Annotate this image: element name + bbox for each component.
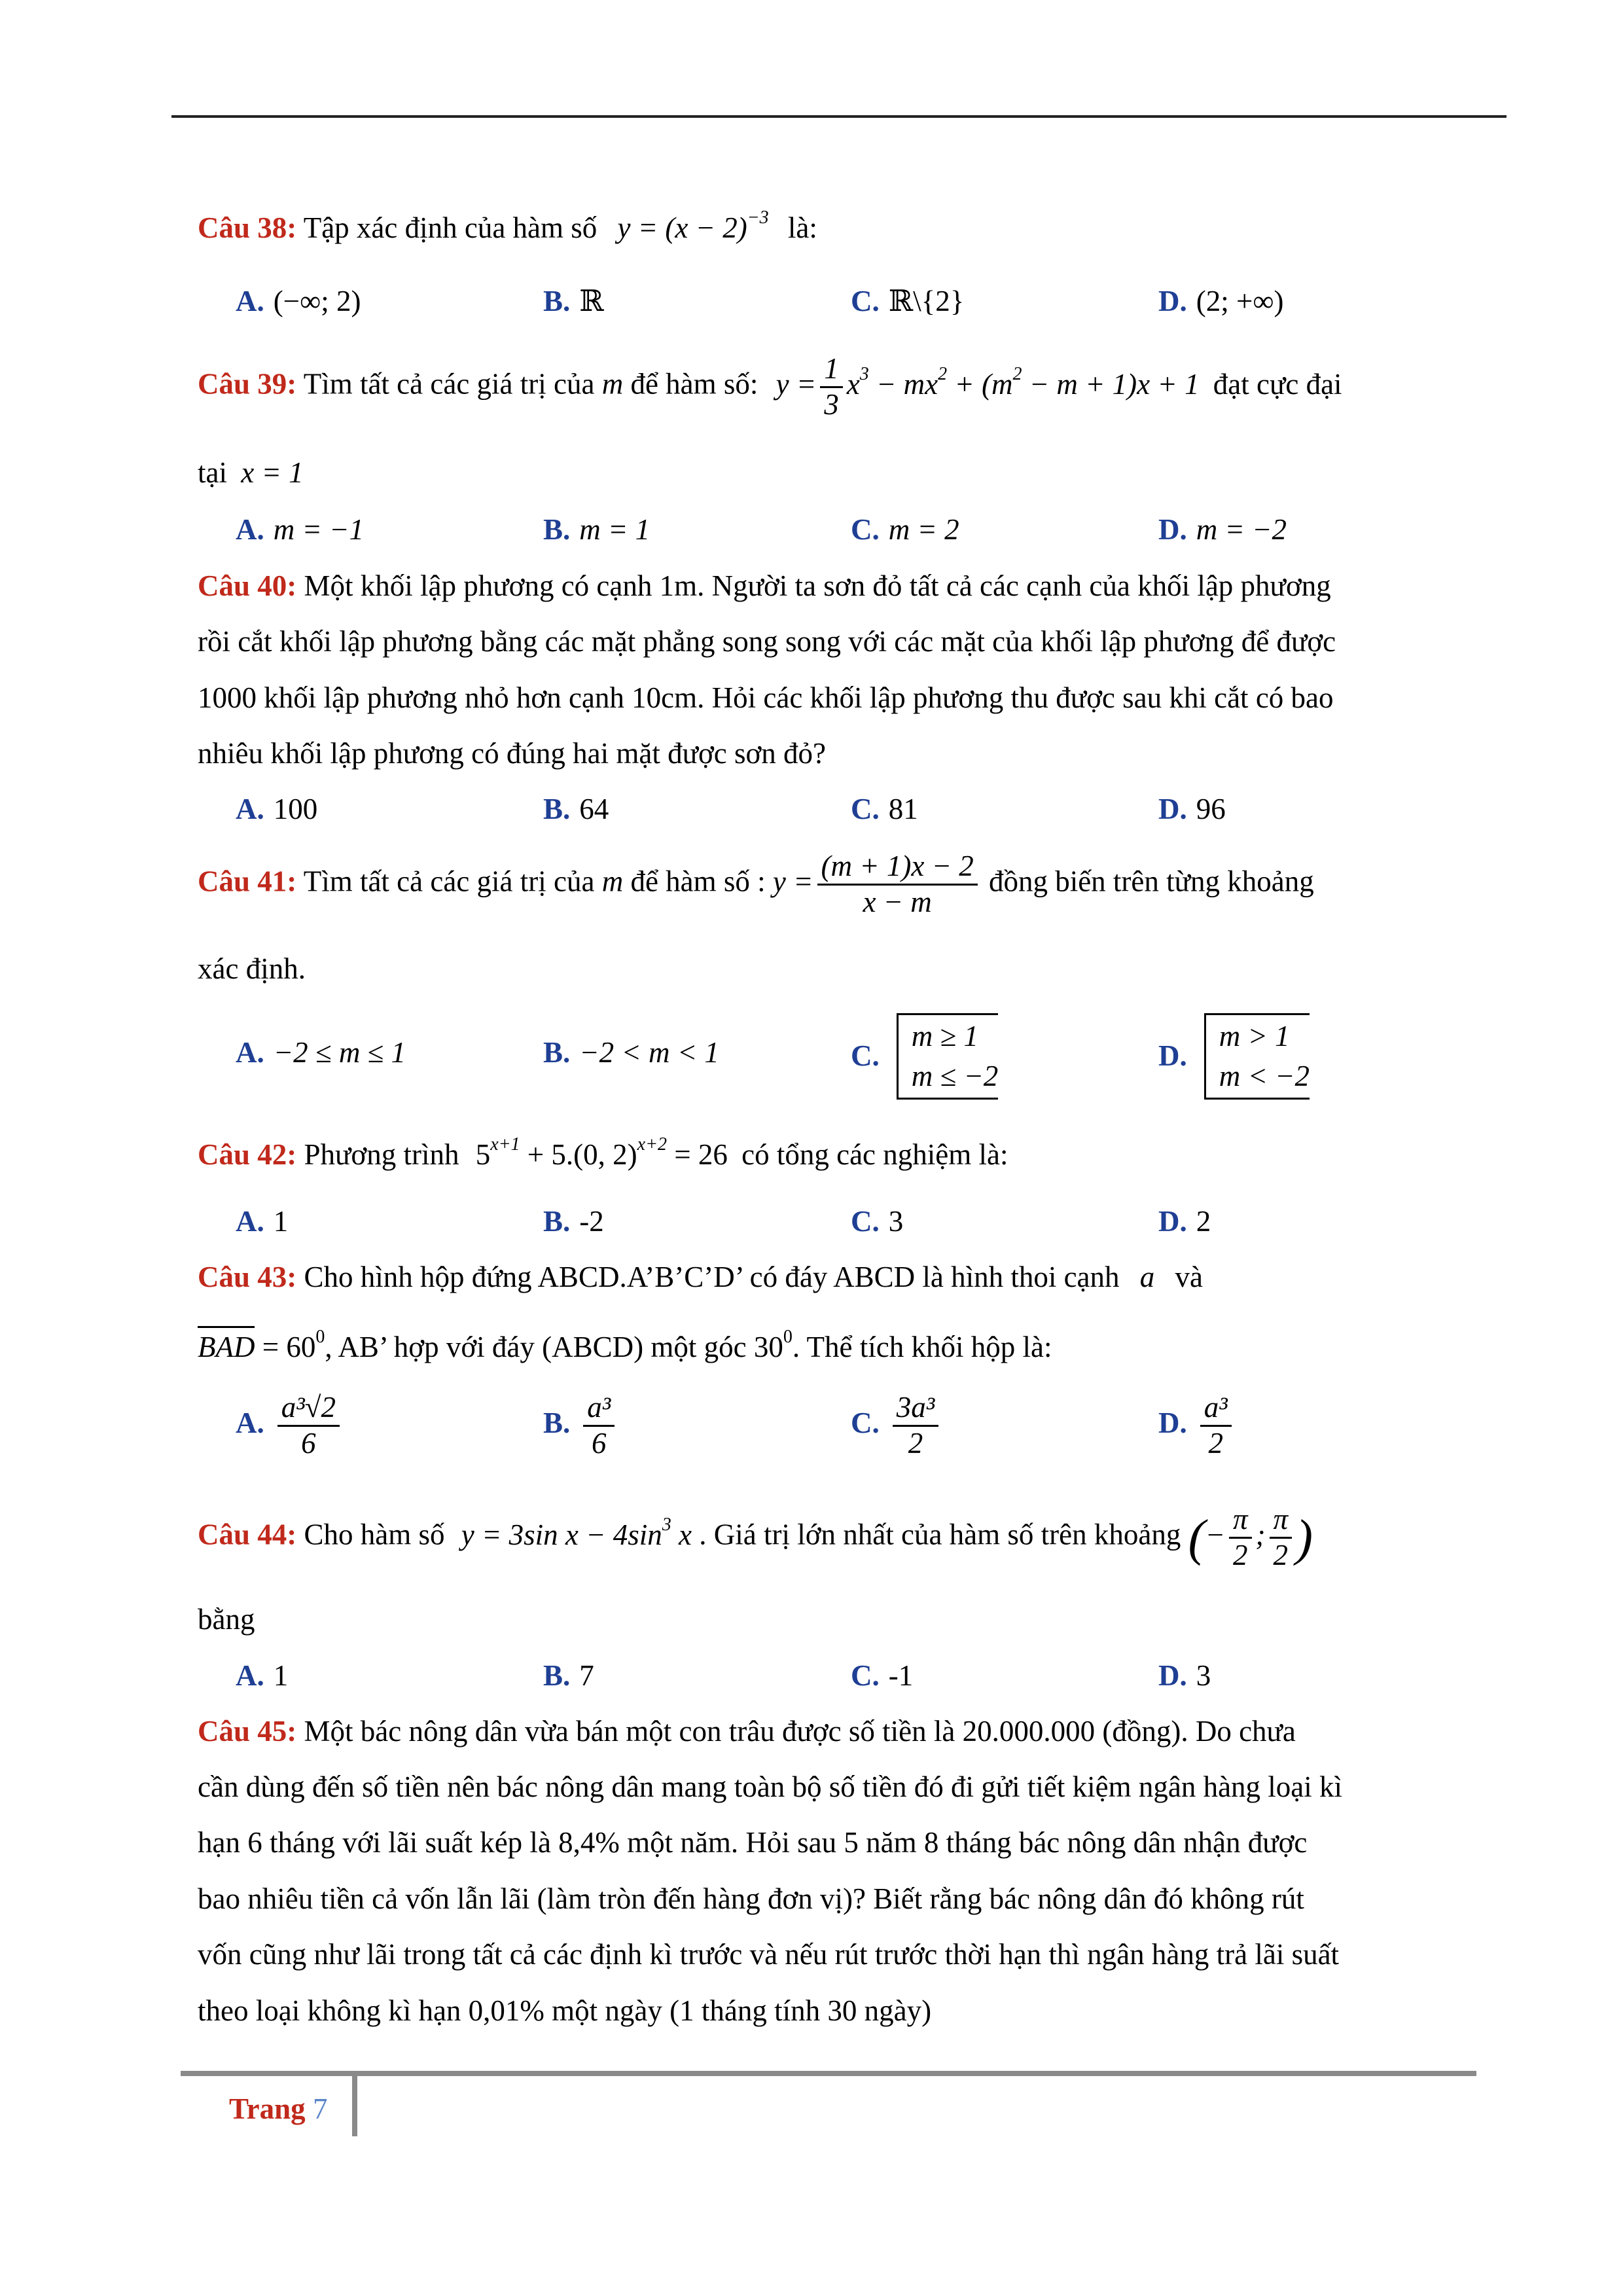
question-line: nhiêu khối lập phương có đúng hai mặt được sơn đỏ? <box>198 737 827 770</box>
question-43 <box>198 1263 1203 1292</box>
question-38 <box>198 207 817 244</box>
option-a[interactable]: A. 1 <box>236 1205 289 1238</box>
question-41 <box>198 850 1314 920</box>
formula: y = $\frac{1}{3}$ $x^3 - mx^2 + (m^2 - m + 1)x + 1$ <box>776 352 1200 421</box>
question-label: Câu 38: <box>198 211 297 244</box>
option-d[interactable]: D. m = −2 <box>1158 513 1287 546</box>
question-label: Câu 41: <box>198 865 297 898</box>
option-d[interactable]: D. m > 1 m < −2 <box>1158 1013 1310 1100</box>
option-a[interactable]: A. 1 <box>236 1659 289 1692</box>
question-label: Câu 45: <box>198 1715 297 1748</box>
option-b[interactable]: B. m = 1 <box>543 513 651 546</box>
question-text: Tìm tất cả các giá trị của <box>303 367 595 401</box>
variable: m <box>601 367 624 401</box>
option-a[interactable]: A. 100 <box>236 793 318 825</box>
question-line: rồi cắt khối lập phương bằng các mặt phẳng song song với các mặt của khối lập phương để được <box>198 625 1336 658</box>
question-text-end: và <box>1175 1261 1204 1293</box>
page-number: Trang 7 <box>229 2092 328 2125</box>
question-continuation: tại x = 1 <box>198 456 304 489</box>
question-label: Câu 39: <box>198 367 297 401</box>
variable: a <box>1139 1261 1155 1293</box>
question-text: để hàm số: <box>630 367 758 401</box>
question-44 <box>198 1503 1313 1573</box>
question-text: Phương trình <box>304 1138 459 1171</box>
option-d[interactable]: D. 2 <box>1158 1205 1211 1238</box>
formula: y = $\frac{(m + 1)x - 2}{x - m}$ <box>773 865 982 898</box>
question-text: Cho hình hộp đứng ABCD.A’B’C’D’ có đáy ABCD là hình thoi cạnh <box>304 1261 1120 1293</box>
question-text-end: là: <box>787 211 817 244</box>
question-40 <box>198 571 1331 601</box>
option-c[interactable]: C. -1 <box>851 1659 914 1692</box>
option-d[interactable]: D. 3 <box>1158 1659 1211 1692</box>
option-c[interactable]: C. m ≥ 1 m ≤ −2 <box>851 1013 998 1100</box>
option-c[interactable]: C. 3 <box>851 1205 904 1238</box>
formula: $y = (x - 2)^{-3}$ <box>617 207 769 244</box>
footer-divider <box>352 2076 357 2136</box>
option-b[interactable]: B. $\frac{\text{a³}}{6}$ <box>543 1391 618 1461</box>
option-a[interactable]: A. −2 ≤ m ≤ 1 <box>236 1036 406 1069</box>
option-c[interactable]: C. ℝ\{2} <box>851 285 965 317</box>
option-c[interactable]: C. 81 <box>851 793 918 825</box>
footer-rule <box>181 2071 1476 2076</box>
question-text-end: đồng biến trên từng khoảng <box>988 865 1314 898</box>
header-rule <box>171 115 1507 118</box>
option-d[interactable]: D. $\frac{\text{a³}}{2}$ <box>1158 1391 1236 1461</box>
question-text: Cho hàm số <box>304 1518 445 1551</box>
question-text: Tìm tất cả các giá trị của <box>303 865 595 898</box>
question-continuation: xác định. <box>198 952 306 985</box>
question-line: theo loại không kì hạn 0,01% một ngày (1 tháng tính 30 ngày) <box>198 1994 932 2027</box>
question-line: 1000 khối lập phương nhỏ hơn cạnh 10cm. Hỏi các khối lập phương thu được sau khi cắt có bao <box>198 681 1334 714</box>
question-line: hạn 6 tháng với lãi suất kép là 8,4% một năm. Hỏi sau 5 năm 8 tháng bác nông dân nhận được <box>198 1826 1308 1859</box>
option-b[interactable]: B. 7 <box>543 1659 594 1692</box>
option-d[interactable]: D. 96 <box>1158 793 1226 825</box>
option-a[interactable]: A. (−∞; 2) <box>236 285 361 317</box>
option-c[interactable]: C. m = 2 <box>851 513 959 546</box>
question-text: . Giá trị lớn nhất của hàm số trên khoảng <box>699 1518 1181 1551</box>
question-label: Câu 44: <box>198 1518 297 1551</box>
question-42 <box>198 1134 1008 1171</box>
question-text-end: có tổng các nghiệm là: <box>741 1138 1008 1171</box>
question-text: Một khối lập phương có cạnh 1m. Người ta sơn đỏ tất cả các cạnh của khối lập phương <box>304 569 1331 602</box>
option-c[interactable]: C. $\frac{\text{3a³}}{2}$ <box>851 1391 942 1461</box>
formula: y = 3sin $x - 4\sin^3$ x <box>461 1514 692 1551</box>
question-text-end: đạt cực đại <box>1213 367 1342 401</box>
option-b[interactable]: B. 64 <box>543 793 609 825</box>
question-label: Câu 43: <box>198 1261 297 1293</box>
question-line: vốn cũng như lãi trong tất cả các định kì trước và nếu rút trước thời hạn thì ngân hàng trả lãi suất <box>198 1938 1340 1971</box>
question-text: để hàm số : <box>630 865 766 898</box>
interval: (− $\frac{\pi}{2}$ ; $\frac{\pi}{2}$ ) <box>1188 1503 1313 1571</box>
question-text: Một bác nông dân vừa bán một con trâu được số tiền là 20.000.000 (đồng). Do chưa <box>304 1715 1296 1748</box>
variable: m <box>601 865 624 898</box>
question-45 <box>198 1717 1296 1746</box>
question-continuation: bằng <box>198 1603 255 1636</box>
option-b[interactable]: B. ℝ <box>543 285 604 317</box>
option-b[interactable]: B. -2 <box>543 1205 604 1238</box>
question-line: cần dùng đến số tiền nên bác nông dân mang toàn bộ số tiền đó đi gửi tiết kiệm ngân hàng loại kì <box>198 1770 1343 1803</box>
formula: $5^{x+1} + 5.(0$, 2)$^{x+2}$ = 26 <box>475 1134 728 1171</box>
option-d[interactable]: D. (2; +∞) <box>1158 285 1284 317</box>
question-line: bao nhiêu tiền cả vốn lẫn lãi (làm tròn đến hàng đơn vị)? Biết rằng bác nông dân đó không rút <box>198 1882 1304 1915</box>
option-b[interactable]: B. −2 < m < 1 <box>543 1036 719 1069</box>
option-a[interactable]: A. m = −1 <box>236 513 364 546</box>
question-label: Câu 40: <box>198 569 297 602</box>
option-a[interactable]: A. $\frac{\text{a³√2}}{6}$ <box>236 1391 344 1461</box>
question-continuation: BAD = $60^0$, AB’ hợp với đáy (ABCD) một góc $30^0$. Thể tích khối hộp là: <box>198 1327 1052 1363</box>
question-39 <box>198 352 1342 422</box>
question-text: Tập xác định của hàm số <box>303 211 597 244</box>
question-label: Câu 42: <box>198 1138 297 1171</box>
